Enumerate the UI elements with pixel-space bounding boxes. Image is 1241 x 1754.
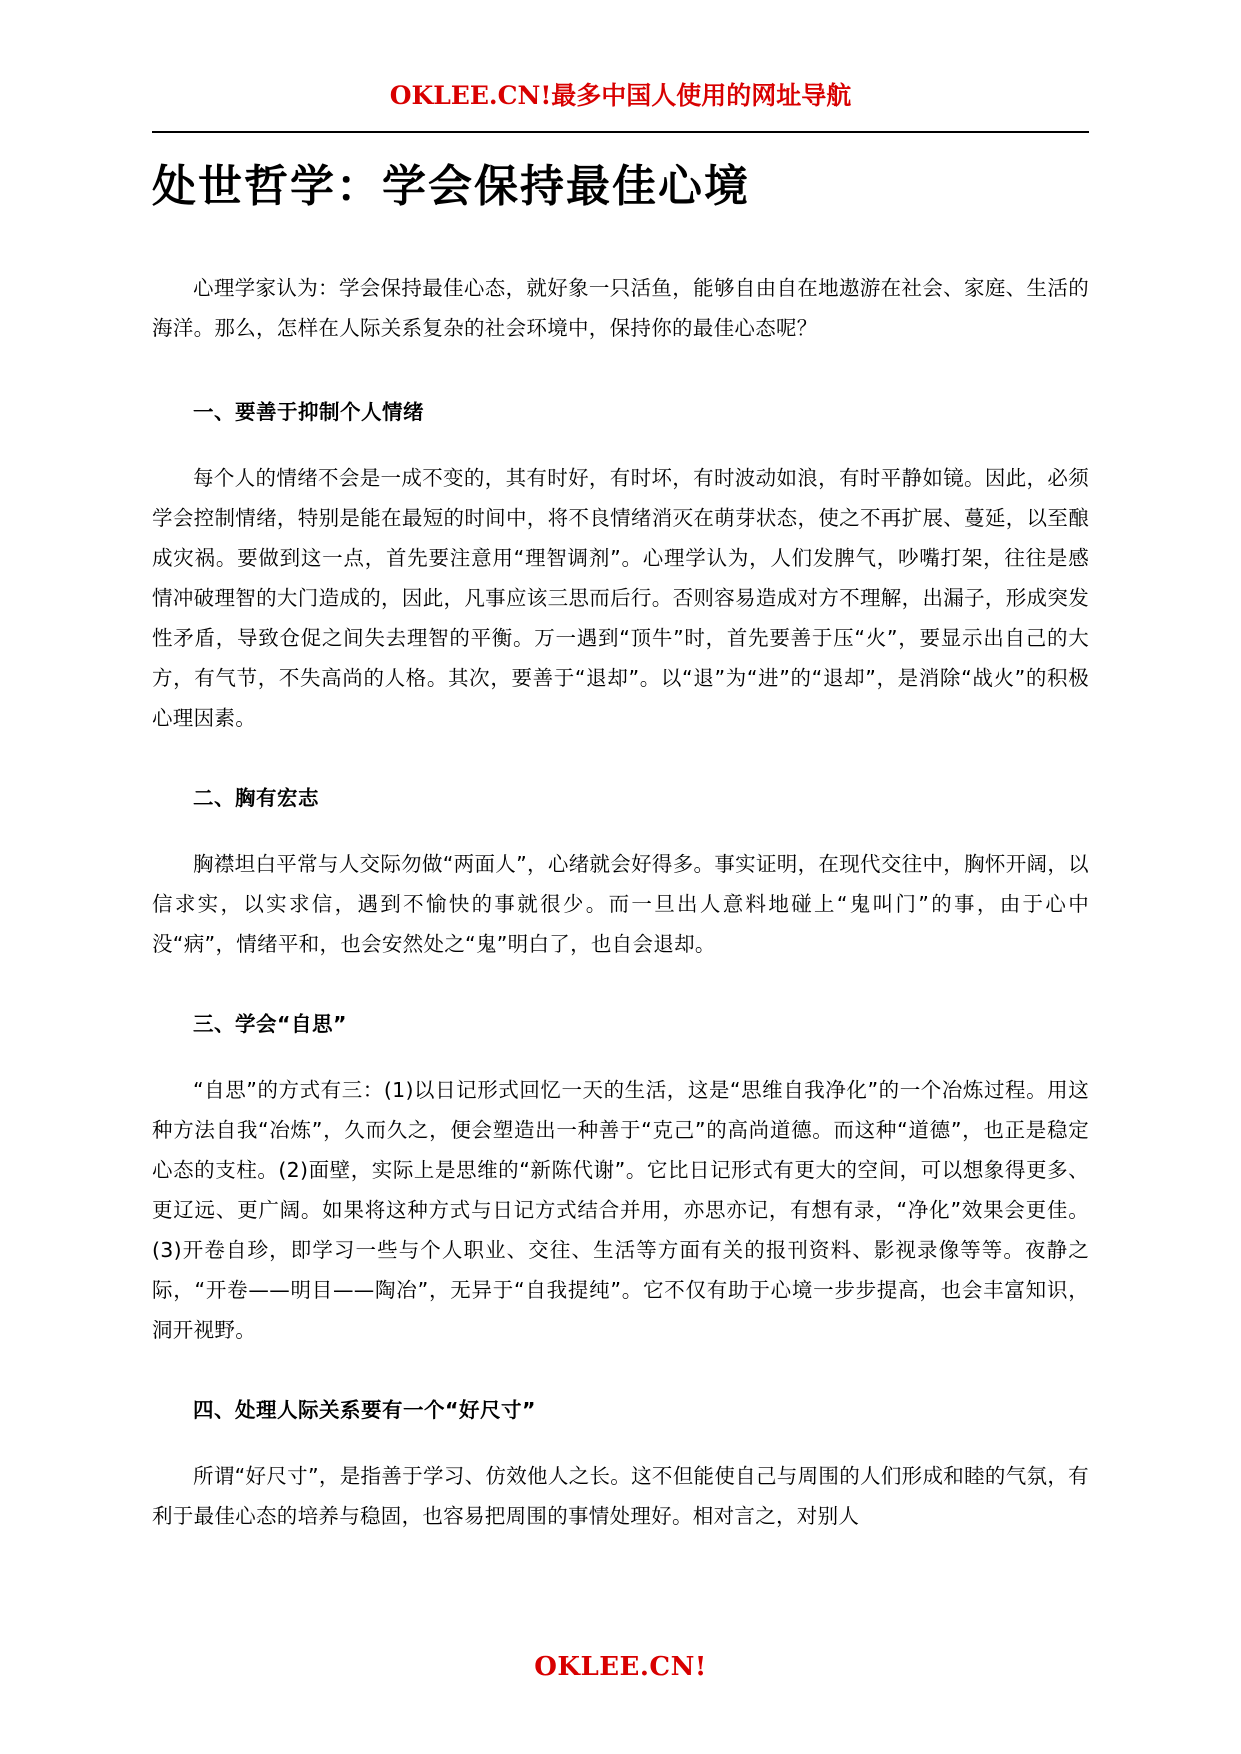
spacer [152, 348, 1089, 392]
spacer [152, 738, 1089, 778]
spacer [152, 964, 1089, 1004]
section-heading-4: 四、处理人际关系要有一个“好尺寸” [193, 1397, 536, 1422]
article-body [152, 268, 1089, 1536]
spacer [152, 432, 1089, 458]
section-heading-3: 三、学会“自思” [193, 1011, 347, 1036]
spacer [152, 1430, 1089, 1456]
header-divider [152, 131, 1089, 133]
page-title: 处世哲学：学会保持最佳心境 [152, 160, 750, 212]
site-watermark-footer: OKLEE.CN! [534, 1652, 707, 1682]
section-body-4: 所谓“好尺寸”，是指善于学习、仿效他人之长。这不但能使自己与周围的人们形成和睦的气氛，有利于最佳心态的培养与稳固，也容易把周围的事情处理好。相对言之，对别人 [152, 1463, 1089, 1528]
spacer [152, 1350, 1089, 1390]
section-body-2: 胸襟坦白平常与人交际勿做“两面人”，心绪就会好得多。事实证明，在现代交往中，胸怀开阔，以信求实，以实求信，遇到不愉快的事就很少。而一旦出人意料地碰上“鬼叫门”的事，由于心中没“病”，情绪平和，也会安然处之“鬼”明白了，也自会退却。 [152, 851, 1089, 956]
spacer [152, 818, 1089, 844]
section-heading-1: 一、要善于抑制个人情绪 [193, 399, 424, 424]
spacer [152, 1044, 1089, 1070]
section-body-1: 每个人的情绪不会是一成不变的，其有时好，有时坏，有时波动如浪，有时平静如镜。因此，必须学会控制情绪，特别是能在最短的时间中，将不良情绪消灭在萌芽状态，使之不再扩展、蔓延，以至酿成灾祸。要做到这一点，首先要注意用“理智调剂”。心理学认为，人们发脾气，吵嘴打架，往往是感情冲破理智的大门造成的，因此，凡事应该三思而后行。否则容易造成对方不理解，出漏子，形成突发性矛盾，导致仓促之间失去理智的平衡。万一遇到“顶牛”时，首先要善于压“火”，要显示出自己的大方，有气节，不失高尚的人格。其次，要善于“退却”。以“退”为“进”的“退却”，是消除“战火”的积极心理因素。 [152, 465, 1089, 730]
section-heading-2: 二、胸有宏志 [193, 785, 319, 810]
site-watermark-header: OKLEE.CN!最多中国人使用的网址导航 [389, 81, 852, 110]
intro-paragraph: 心理学家认为：学会保持最佳心态，就好象一只活鱼，能够自由自在地遨游在社会、家庭、生活的海洋。那么，怎样在人际关系复杂的社会环境中，保持你的最佳心态呢？ [152, 275, 1089, 340]
section-body-3: “自思”的方式有三：(1)以日记形式回忆一天的生活，这是“思维自我净化”的一个冶炼过程。用这种方法自我“冶炼”，久而久之，便会塑造出一种善于“克己”的高尚道德。而这种“道德”，也正是稳定心态的支柱。(2)面壁，实际上是思维的“新陈代谢”。它比日记形式有更大的空间，可以想象得更多、更辽远、更广阔。如果将这种方式与日记方式结合并用，亦思亦记，有想有录，“净化”效果会更佳。(3)开卷自珍，即学习一些与个人职业、交往、生活等方面有关的报刊资料、影视录像等等。夜静之际，“开卷——明目——陶冶”，无异于“自我提纯”。它不仅有助于心境一步步提高，也会丰富知识，洞开视野。 [152, 1077, 1089, 1342]
